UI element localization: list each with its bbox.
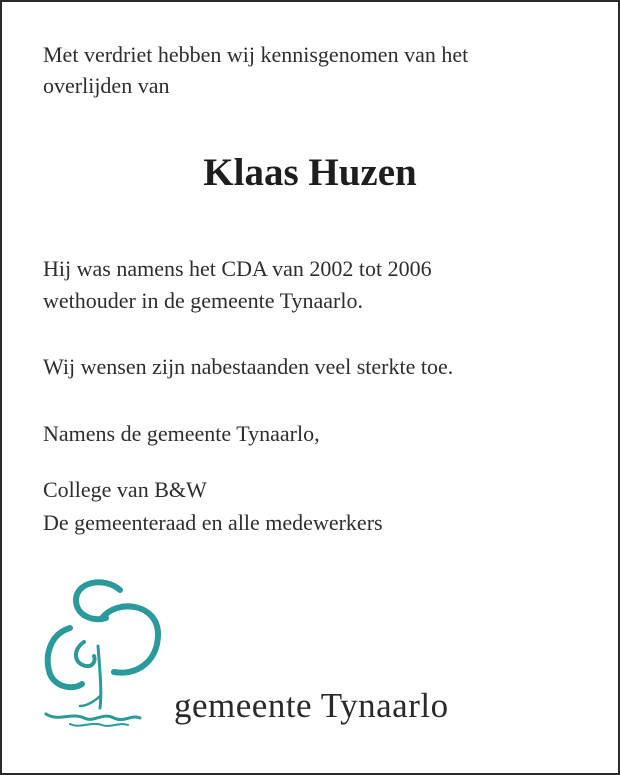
condolence-text: Wij wensen zijn nabestaanden veel sterkte toe. [43,354,454,379]
signatory-college: College van B&W [43,477,207,502]
deceased-name: Klaas Huzen [203,151,417,194]
logo-wordmark: gemeente Tynaarlo [174,686,449,725]
intro-line-1: Met verdriet hebben wij kennisgenomen van het [43,42,469,67]
signatory-council: De gemeenteraad en alle medewerkers [43,510,383,535]
body-line-1: Hij was namens het CDA van 2002 tot 2006 [43,256,432,281]
tree-logo-icon [40,576,165,731]
intro-line-2: overlijden van [43,73,170,98]
body-line-2: wethouder in de gemeente Tynaarlo. [43,288,363,313]
on-behalf-line: Namens de gemeente Tynaarlo, [43,421,320,446]
